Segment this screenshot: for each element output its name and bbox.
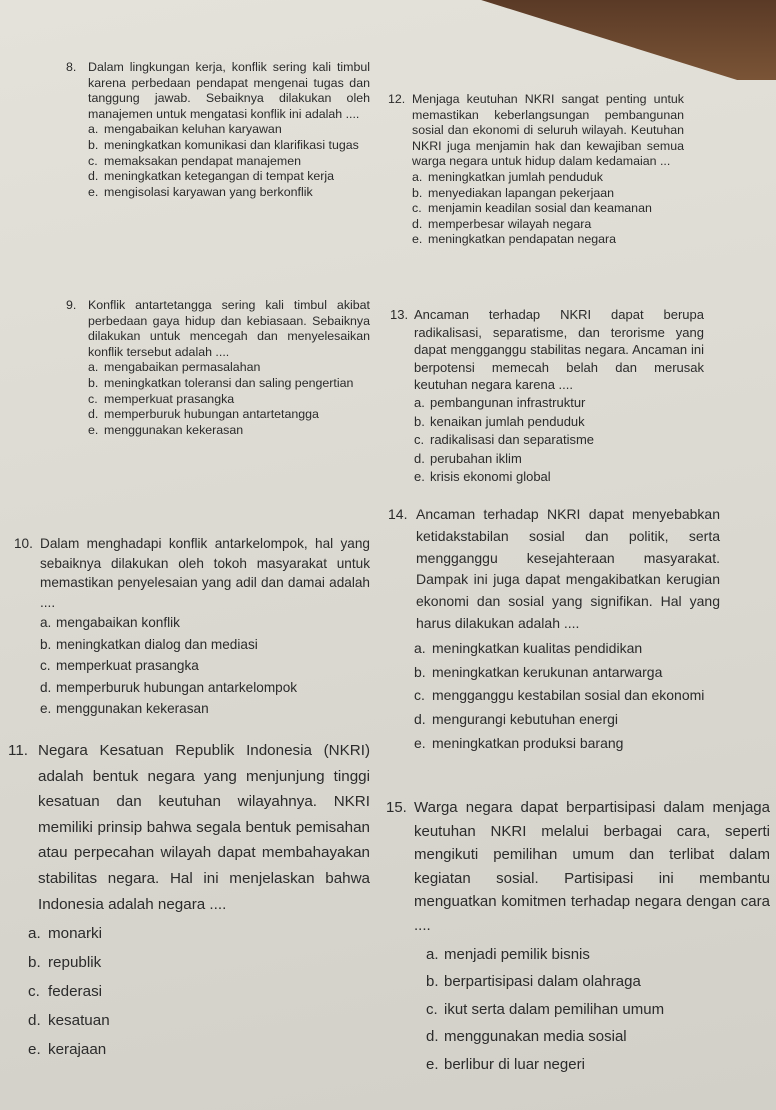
option-e[interactable]: e. meningkatkan produksi barang	[414, 734, 624, 751]
option-a[interactable]: a. meningkatkan kualitas pendidikan	[414, 639, 643, 656]
question-11	[8, 738, 370, 1064]
option-c[interactable]: c. memperkuat prasangka	[88, 391, 235, 406]
option-b[interactable]: b. meningkatkan dialog dan mediasi	[40, 636, 258, 652]
option-e[interactable]: e. berlibur di luar negeri	[426, 1055, 585, 1073]
option-b[interactable]: b. meningkatkan komunikasi dan klarifikasi tugas	[88, 137, 359, 152]
question-number: 9.	[66, 298, 77, 312]
question-number: 13.	[390, 307, 409, 322]
option-b[interactable]: b. kenaikan jumlah penduduk	[414, 413, 585, 429]
question-14	[388, 504, 720, 756]
option-c[interactable]: c. mengganggu kestabilan sosial dan ekonomi	[414, 687, 705, 704]
question-8	[66, 60, 370, 200]
question-10	[14, 534, 370, 720]
question-9	[66, 298, 370, 438]
question-text: Dalam menghadapi konflik antarkelompok, hal yang sebaiknya dilakukan oleh tokoh masyarakat untuk memastikan penyelesaian yang adil dan damai adalah ....	[40, 536, 370, 610]
option-e[interactable]: e. menggunakan kekerasan	[40, 701, 209, 717]
option-d[interactable]: d. perubahan iklim	[414, 450, 522, 466]
option-a[interactable]: a. pembangunan infrastruktur	[414, 394, 586, 410]
question-number: 11.	[8, 742, 28, 759]
option-e[interactable]: e. kerajaan	[28, 1041, 107, 1059]
option-c[interactable]: c. memperkuat prasangka	[40, 658, 199, 674]
option-b[interactable]: b. meningkatkan toleransi dan saling pengertian	[88, 375, 354, 390]
option-b[interactable]: b. menyediakan lapangan pekerjaan	[412, 185, 614, 200]
option-c[interactable]: c. radikalisasi dan separatisme	[414, 432, 595, 448]
question-12	[388, 92, 684, 248]
question-number: 14.	[388, 506, 408, 522]
option-a[interactable]: a. meningkatkan jumlah penduduk	[412, 169, 603, 184]
option-a[interactable]: a. mengabaikan keluhan karyawan	[88, 122, 282, 137]
option-a[interactable]: a. mengabaikan konflik	[40, 615, 180, 631]
option-b[interactable]: b. meningkatkan kerukunan antarwarga	[414, 663, 663, 680]
question-13	[390, 306, 704, 487]
question-text: Dalam lingkungan kerja, konflik sering kali timbul karena perbedaan pendapat mengenai tugas dan tanggung jawab. Sebaiknya dilakukan oleh manajemen untuk mengatasi konflik ini adalah ....	[88, 60, 370, 121]
question-text: Ancaman terhadap NKRI dapat menyebabkan ketidakstabilan sosial dan politik, serta mengganggu kesejahteraan masyarakat. Dampak ini juga dapat mengakibatkan kerugian ekonomi dan sosial yang signifikan. Hal yang harus dilakukan adalah ....	[416, 506, 720, 631]
option-e[interactable]: e. krisis ekonomi global	[414, 469, 551, 485]
option-d[interactable]: d. meningkatkan ketegangan di tempat kerja	[88, 169, 335, 184]
option-a[interactable]: a. mengabaikan permasalahan	[88, 360, 261, 375]
option-e[interactable]: e. meningkatkan pendapatan negara	[412, 232, 617, 247]
option-e[interactable]: e. menggunakan kekerasan	[88, 422, 244, 437]
option-c[interactable]: c. menjamin keadilan sosial dan keamanan	[412, 201, 652, 216]
option-b[interactable]: b. berpartisipasi dalam olahraga	[426, 973, 641, 991]
option-d[interactable]: d. memperburuk hubungan antartetangga	[88, 407, 319, 422]
question-text: Negara Kesatuan Republik Indonesia (NKRI) adalah bentuk negara yang menjunjung tinggi kesatuan dan keutuhan wilayahnya. NKRI memiliki prinsip bahwa segala bentuk pemisahan atau perpecahan wilayah dapat membahayakan stabilitas negara. Hal ini menjelaskan bahwa Indonesia adalah negara ....	[38, 742, 370, 913]
option-c[interactable]: c. ikut serta dalam pemilihan umum	[426, 1000, 665, 1018]
question-15	[386, 796, 770, 1078]
question-text: Ancaman terhadap NKRI dapat berupa radikalisasi, separatisme, dan terorisme yang dapat mengganggu stabilitas negara. Ancaman ini berpotensi memecah belah dan merusak keutuhan negara karena ....	[414, 307, 704, 393]
option-a[interactable]: a. menjadi pemilik bisnis	[426, 945, 590, 963]
question-text: Menjaga keutuhan NKRI sangat penting untuk memastikan keberlangsungan pembangunan sosial dan ekonomi di seluruh wilayah. Keutuhan NKRI juga menjamin hak dan kewajiban semua warga negara untuk hidup dalam kedamaian ...	[412, 92, 684, 169]
question-number: 10.	[14, 536, 33, 551]
option-c[interactable]: c. federasi	[28, 983, 103, 1001]
option-e[interactable]: e. mengisolasi karyawan yang berkonflik	[88, 184, 313, 199]
question-text: Konflik antartetangga sering kali timbul akibat perbedaan gaya hidup dan kebiasaan. Sebaiknya dilakukan untuk mencegah dan menyelesaikan konflik tersebut adalah ....	[88, 298, 370, 359]
question-number: 8.	[66, 60, 77, 74]
option-d[interactable]: d. memperburuk hubungan antarkelompok	[40, 679, 298, 695]
option-b[interactable]: b. republik	[28, 954, 102, 972]
question-number: 15.	[386, 799, 407, 816]
option-d[interactable]: d. kesatuan	[28, 1012, 110, 1030]
option-c[interactable]: c. memaksakan pendapat manajemen	[88, 153, 301, 168]
option-d[interactable]: d. mengurangi kebutuhan energi	[414, 711, 619, 728]
option-d[interactable]: d. memperbesar wilayah negara	[412, 216, 592, 231]
question-text: Warga negara dapat berpartisipasi dalam menjaga keutuhan NKRI melalui berbagai cara, seperti mengikuti pemilihan umum dan terlibat dalam kegiatan sosial. Partisipasi ini membantu menguatkan komitmen terhadap negara dengan cara ....	[414, 799, 770, 934]
option-a[interactable]: a. monarki	[28, 925, 103, 943]
question-number: 12.	[388, 92, 406, 106]
option-d[interactable]: d. menggunakan media sosial	[426, 1028, 627, 1046]
